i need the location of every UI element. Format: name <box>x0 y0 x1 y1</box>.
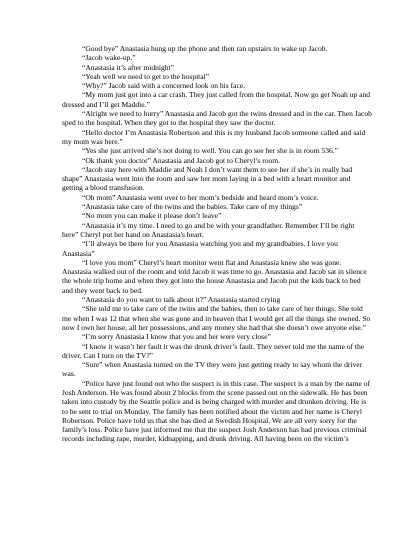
document-body <box>62 44 372 444</box>
paragraph: “Anastasia take care of the twins and the babies. Take care of my things” <box>82 202 303 212</box>
paragraph: “Anastasia it’s after midnight” <box>82 62 175 72</box>
paragraph: “My mom just got into a car crash. They just called from the hospital. Now go get Noah up and dressed and I’ll get Maddie.” <box>62 90 371 109</box>
paragraph: “Alright we need to hurry” Anastasia and Jacob got the twins dressed and in the car. Then Jacob sped to the hospital. When they got to the hospital they saw the doctor. <box>62 109 372 128</box>
paragraph: “Anastasia do you want to talk about it?” Anastasia started crying <box>82 295 281 305</box>
paragraph: “Oh mom” Anastasia went over to her mom’s bedside and heard mom’s voice. <box>82 192 319 202</box>
paragraph: “Anastasia it’s my time. I need to go and be with your grandfather. Remember I’ll be right here” Cheryl put her hand on Anastasia's heart. <box>62 220 355 239</box>
paragraph: “Hello doctor I’m Anastasia Robertson and this is my husband Jacob someone called and said my mom was here.” <box>62 127 366 146</box>
paragraph: “Jacob stay here with Maddie and Noah I don’t want them to see her if she’s in really bad shape” Anastasia went into the room and saw her mom laying in a bed with a heart monitor and getting a blood transfusion. <box>62 164 353 193</box>
paragraph: “Jacob wake-up.” <box>82 53 136 63</box>
paragraph: “Sure” when Anastasia turned on the TV they were just getting ready to say whom the driver was. <box>62 360 363 379</box>
paragraph: “I’m sorry Anastasia I know that you and her were very close” <box>82 332 271 342</box>
paragraph: “Ok thank you doctor” Anastasia and Jacob got to Cheryl’s room. <box>82 155 281 165</box>
paragraph: “She told me to take care of the twins and the babies, then to take care of her things. She told me when I was 12 that when she was gone and in heaven that I would get all the things she owned. So now I own her house, all her possessions, and any money she had that she doesn’t owe anyone else.” <box>62 304 371 332</box>
paragraph: “Police have just found out who the suspect is in this case. The suspect is a man by the name of Josh Anderson. He was found about 2 blocks from the scene passed out on the sidewalk. He has been taken into custody by the Seattle police and is being charged with murder and drunken driving. He is to be sent to trial on Monday. The family has been notified about the victim and her name is Cheryl Robertson. Police have told us that she has died at Swedish Hospital. We are all very sorry for the family’s loss. Police have just informed me that the suspect Josh Anderson has had previous criminal records including rape, murder, kidnapping, and drunk driving. All having been on the victim’s <box>62 378 371 444</box>
paragraph: “Yeah well we need to get to the hospital” <box>82 71 210 81</box>
paragraph: “I love you mom” Cheryl’s heart monitor went flat and Anastasia knew she was gone. Anastasia walked out of the room and told Jacob it was time to go. Anastasia and Jacob sat in silence the whole trip home and when they got into the house Anastasia and Jacob put the kids back to bed and they went back to bed. <box>62 257 367 295</box>
paragraph: “I know it wasn’t her fault it was the drunk driver’s fault. They never told me the name of the driver. Can I turn on the TV?” <box>62 341 365 360</box>
paragraph: “Why?” Jacob said with a concerned look on his face. <box>82 81 246 91</box>
paragraph: “Yes she just arrived she’s not doing to well. You can go see her she is in room 536.” <box>82 146 339 156</box>
paragraph: “No mom you can make it please don’t leave” <box>82 211 222 221</box>
paragraph: “Good bye” Anastasia hung up the phone and then ran upstairs to wake up Jacob. <box>82 44 328 53</box>
paragraph: “I’ll always be there for you Anastasia watching you and my grandbabies. I love you Anastasia” <box>62 239 338 258</box>
